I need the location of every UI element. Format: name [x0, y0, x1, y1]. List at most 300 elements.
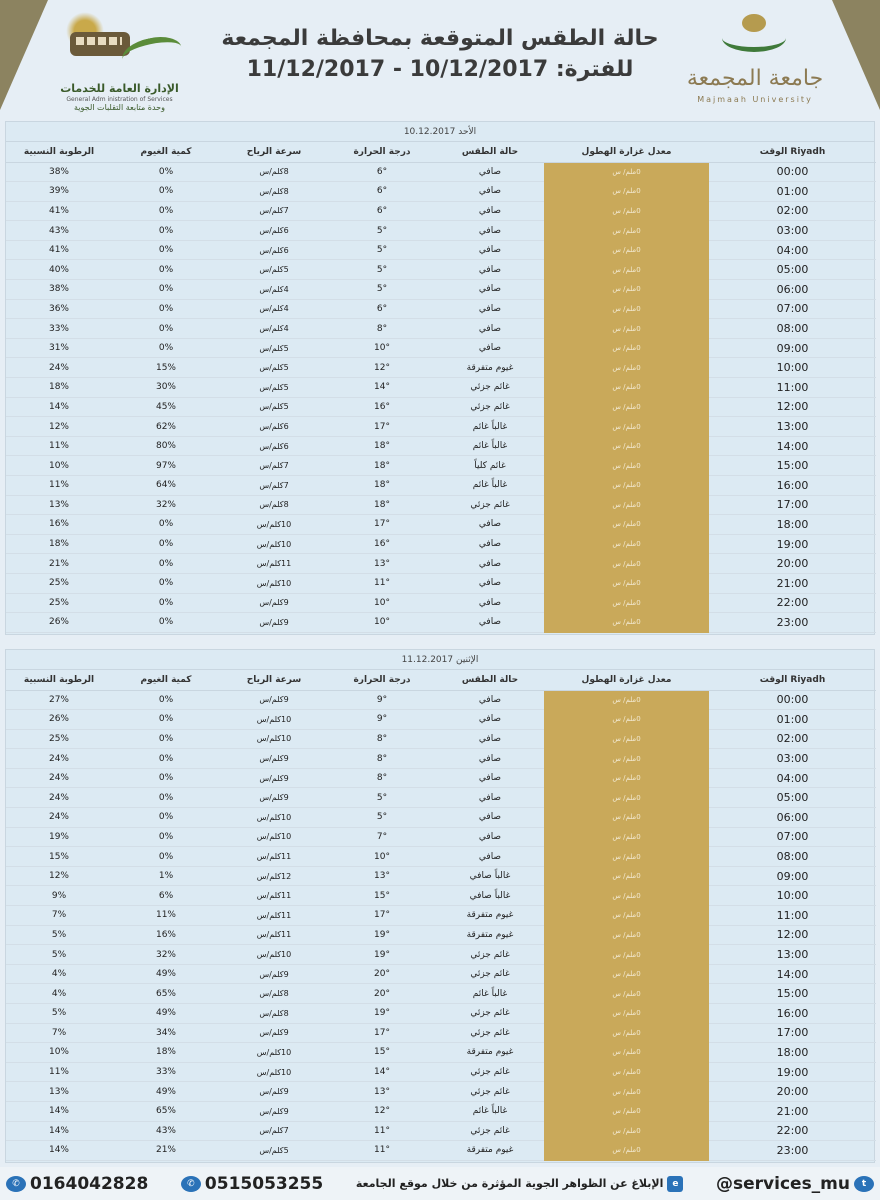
bus-icon [70, 32, 130, 56]
table-row [6, 1101, 876, 1121]
humidity-cell: 25% [6, 593, 112, 613]
temp-cell: 6° [328, 182, 436, 202]
visibility-cell: 0ملم/ س [544, 788, 709, 808]
wind-cell: 9كلم/س [220, 613, 328, 633]
humidity-cell: 4% [6, 984, 112, 1004]
report-item[interactable] [356, 1176, 684, 1192]
weather-cell: غيوم متفرقة [436, 925, 544, 945]
wind-cell: 9كلم/س [220, 690, 328, 710]
visibility-cell: 0ملم/ س [544, 808, 709, 828]
clouds-cell: 62% [112, 417, 220, 437]
clouds-cell: 49% [112, 964, 220, 984]
time-cell: 01:00 [709, 182, 876, 202]
clouds-cell: 64% [112, 476, 220, 496]
wind-cell: 5كلم/س [220, 1141, 328, 1161]
humidity-cell: 5% [6, 925, 112, 945]
wind-cell: 5كلم/س [220, 358, 328, 378]
humidity-cell: 38% [6, 280, 112, 300]
time-cell: 23:00 [709, 613, 876, 633]
table-row [6, 1121, 876, 1141]
time-cell: 00:00 [709, 162, 876, 182]
visibility-cell: 0ملم/ س [544, 1023, 709, 1043]
table-row [6, 808, 876, 828]
wind-cell: 10كلم/س [220, 515, 328, 535]
table-row [6, 534, 876, 554]
day2-table [6, 670, 876, 1161]
clouds-cell: 0% [112, 182, 220, 202]
humidity-cell: 18% [6, 534, 112, 554]
wind-cell: 11كلم/س [220, 554, 328, 574]
wind-cell: 6كلم/س [220, 436, 328, 456]
wind-cell: 10كلم/س [220, 1043, 328, 1063]
humidity-cell: 7% [6, 1023, 112, 1043]
humidity-cell: 40% [6, 260, 112, 280]
table-row [6, 906, 876, 926]
temp-cell: 18° [328, 476, 436, 496]
clouds-cell: 0% [112, 554, 220, 574]
clouds-cell: 33% [112, 1062, 220, 1082]
time-cell: 05:00 [709, 788, 876, 808]
day1-table [6, 142, 876, 633]
day2-section [5, 649, 875, 1163]
logo-line1: الإدارة العامة للخدمات [60, 82, 179, 95]
table-row [6, 925, 876, 945]
phone1-item[interactable] [6, 1174, 148, 1194]
wind-cell: 11كلم/س [220, 886, 328, 906]
temp-cell: 20° [328, 984, 436, 1004]
weather-cell: غالباً غائم [436, 1101, 544, 1121]
humidity-cell: 14% [6, 1121, 112, 1141]
humidity-cell: 11% [6, 436, 112, 456]
time-cell: 22:00 [709, 1121, 876, 1141]
wind-cell: 8كلم/س [220, 495, 328, 515]
weather-cell: صافي [436, 729, 544, 749]
weather-cell: غيوم متفرقة [436, 358, 544, 378]
logo-line3: وحدة متابعة التقلبات الجوية [74, 103, 165, 112]
temp-cell: 16° [328, 397, 436, 417]
visibility-cell: 0ملم/ س [544, 476, 709, 496]
weather-cell: غائم جزئي [436, 1121, 544, 1141]
weather-cell: صافي [436, 319, 544, 339]
humidity-cell: 12% [6, 417, 112, 437]
visibility-cell: 0ملم/ س [544, 182, 709, 202]
page-header [0, 0, 880, 118]
temp-cell: 10° [328, 847, 436, 867]
humidity-cell: 26% [6, 613, 112, 633]
temp-cell: 8° [328, 319, 436, 339]
phone2-number: 0515053255 [204, 1173, 324, 1194]
clouds-cell: 0% [112, 201, 220, 221]
temp-cell: 17° [328, 515, 436, 535]
col-temp: درجة الحرارة [328, 142, 436, 162]
temp-cell: 6° [328, 299, 436, 319]
wind-cell: 6كلم/س [220, 240, 328, 260]
humidity-cell: 24% [6, 358, 112, 378]
time-cell: 02:00 [709, 201, 876, 221]
time-cell: 12:00 [709, 397, 876, 417]
clouds-cell: 65% [112, 984, 220, 1004]
wind-cell: 8كلم/س [220, 1004, 328, 1024]
wind-cell: 10كلم/س [220, 729, 328, 749]
time-cell: 15:00 [709, 984, 876, 1004]
time-cell: 02:00 [709, 729, 876, 749]
humidity-cell: 43% [6, 221, 112, 241]
table-row [6, 436, 876, 456]
time-cell: 13:00 [709, 945, 876, 965]
table-row [6, 1062, 876, 1082]
humidity-cell: 39% [6, 182, 112, 202]
weather-cell: غالباً غائم [436, 417, 544, 437]
visibility-cell: 0ملم/ س [544, 436, 709, 456]
table-row [6, 495, 876, 515]
table-row [6, 260, 876, 280]
temp-cell: 12° [328, 1101, 436, 1121]
table-row [6, 768, 876, 788]
weather-cell: صافي [436, 749, 544, 769]
visibility-cell: 0ملم/ س [544, 964, 709, 984]
wind-cell: 9كلم/س [220, 1023, 328, 1043]
humidity-cell: 12% [6, 866, 112, 886]
time-cell: 18:00 [709, 1043, 876, 1063]
weather-cell: صافي [436, 240, 544, 260]
time-cell: 11:00 [709, 906, 876, 926]
wind-cell: 11كلم/س [220, 847, 328, 867]
wind-cell: 9كلم/س [220, 1082, 328, 1102]
wind-cell: 7كلم/س [220, 201, 328, 221]
table-row [6, 515, 876, 535]
wind-cell: 4كلم/س [220, 319, 328, 339]
time-cell: 21:00 [709, 1101, 876, 1121]
visibility-cell: 0ملم/ س [544, 886, 709, 906]
humidity-cell: 27% [6, 690, 112, 710]
weather-cell: صافي [436, 788, 544, 808]
time-cell: 23:00 [709, 1141, 876, 1161]
table-row [6, 456, 876, 476]
clouds-cell: 49% [112, 1004, 220, 1024]
time-cell: 15:00 [709, 456, 876, 476]
wind-cell: 4كلم/س [220, 299, 328, 319]
table-header-row [6, 142, 876, 162]
humidity-cell: 10% [6, 456, 112, 476]
visibility-cell: 0ملم/ س [544, 613, 709, 633]
wind-cell: 10كلم/س [220, 573, 328, 593]
humidity-cell: 31% [6, 338, 112, 358]
humidity-cell: 5% [6, 1004, 112, 1024]
visibility-cell: 0ملم/ س [544, 1082, 709, 1102]
humidity-cell: 25% [6, 573, 112, 593]
weather-cell: غالباً غائم [436, 984, 544, 1004]
university-name-en: Majmaah University [697, 95, 813, 104]
clouds-cell: 0% [112, 162, 220, 182]
col-wind: سرعة الرياح [220, 670, 328, 690]
table-row [6, 886, 876, 906]
clouds-cell: 65% [112, 1101, 220, 1121]
weather-cell: غائم جزئي [436, 397, 544, 417]
table-row [6, 847, 876, 867]
visibility-cell: 0ملم/ س [544, 1121, 709, 1141]
humidity-cell: 36% [6, 299, 112, 319]
wind-cell: 10كلم/س [220, 945, 328, 965]
clouds-cell: 0% [112, 768, 220, 788]
wind-cell: 10كلم/س [220, 710, 328, 730]
table-row [6, 593, 876, 613]
period-separator: - [392, 57, 402, 82]
weather-cell: صافي [436, 827, 544, 847]
temp-cell: 6° [328, 201, 436, 221]
wind-cell: 11كلم/س [220, 925, 328, 945]
weather-cell: صافي [436, 260, 544, 280]
table-row [6, 984, 876, 1004]
visibility-cell: 0ملم/ س [544, 554, 709, 574]
weather-cell: صافي [436, 593, 544, 613]
time-cell: 21:00 [709, 573, 876, 593]
weather-cell: صافي [436, 768, 544, 788]
table-row [6, 788, 876, 808]
temp-cell: 15° [328, 1043, 436, 1063]
table-row [6, 319, 876, 339]
wind-cell: 9كلم/س [220, 749, 328, 769]
temp-cell: 17° [328, 417, 436, 437]
table-row [6, 964, 876, 984]
temp-cell: 5° [328, 280, 436, 300]
table-row [6, 1023, 876, 1043]
time-cell: 16:00 [709, 476, 876, 496]
weather-cell: صافي [436, 613, 544, 633]
visibility-cell: 0ملم/ س [544, 690, 709, 710]
time-cell: 07:00 [709, 299, 876, 319]
wind-cell: 6كلم/س [220, 417, 328, 437]
table-row [6, 1004, 876, 1024]
wind-cell: 10كلم/س [220, 827, 328, 847]
table-row [6, 1141, 876, 1161]
clouds-cell: 43% [112, 1121, 220, 1141]
visibility-cell: 0ملم/ س [544, 945, 709, 965]
visibility-cell: 0ملم/ س [544, 768, 709, 788]
visibility-cell: 0ملم/ س [544, 534, 709, 554]
wind-cell: 10كلم/س [220, 1062, 328, 1082]
wind-cell: 10كلم/س [220, 534, 328, 554]
wind-cell: 10كلم/س [220, 808, 328, 828]
clouds-cell: 18% [112, 1043, 220, 1063]
time-cell: 12:00 [709, 925, 876, 945]
period-to: 11/12/2017 [246, 57, 386, 82]
table-row [6, 749, 876, 769]
table-row [6, 729, 876, 749]
time-cell: 00:00 [709, 690, 876, 710]
temp-cell: 16° [328, 534, 436, 554]
weather-cell: صافي [436, 201, 544, 221]
time-cell: 06:00 [709, 280, 876, 300]
visibility-cell: 0ملم/ س [544, 925, 709, 945]
visibility-cell: 0ملم/ س [544, 1062, 709, 1082]
table-row [6, 866, 876, 886]
visibility-cell: 0ملم/ س [544, 240, 709, 260]
clouds-cell: 6% [112, 886, 220, 906]
table-row [6, 338, 876, 358]
time-cell: 20:00 [709, 554, 876, 574]
web-icon: e [667, 1176, 683, 1192]
visibility-cell: 0ملم/ س [544, 1043, 709, 1063]
weather-cell: غالباً صافي [436, 886, 544, 906]
visibility-cell: 0ملم/ س [544, 866, 709, 886]
time-cell: 16:00 [709, 1004, 876, 1024]
humidity-cell: 24% [6, 808, 112, 828]
clouds-cell: 0% [112, 593, 220, 613]
visibility-cell: 0ملم/ س [544, 338, 709, 358]
clouds-cell: 0% [112, 319, 220, 339]
clouds-cell: 1% [112, 866, 220, 886]
col-temp: درجة الحرارة [328, 670, 436, 690]
humidity-cell: 16% [6, 515, 112, 535]
weather-cell: غائم جزئي [436, 964, 544, 984]
visibility-cell: 0ملم/ س [544, 495, 709, 515]
weather-cell: غائم جزئي [436, 1023, 544, 1043]
temp-cell: 8° [328, 729, 436, 749]
wind-cell: 9كلم/س [220, 768, 328, 788]
weather-cell: صافي [436, 690, 544, 710]
page-title: حالة الطقس المتوقعة بمحافظة المجمعة [221, 26, 659, 51]
col-weather: حالة الطقس [436, 142, 544, 162]
book-icon [722, 24, 786, 52]
time-cell: 09:00 [709, 866, 876, 886]
humidity-cell: 14% [6, 1141, 112, 1161]
table-row [6, 827, 876, 847]
clouds-cell: 0% [112, 299, 220, 319]
twitter-handle: @services_mu [716, 1173, 850, 1194]
wind-cell: 7كلم/س [220, 1121, 328, 1141]
humidity-cell: 21% [6, 554, 112, 574]
weather-cell: صافي [436, 573, 544, 593]
col-time: Riyadh الوقت [709, 670, 876, 690]
temp-cell: 5° [328, 260, 436, 280]
clouds-cell: 0% [112, 847, 220, 867]
temp-cell: 14° [328, 378, 436, 398]
clouds-cell: 0% [112, 280, 220, 300]
table-row [6, 690, 876, 710]
time-cell: 10:00 [709, 358, 876, 378]
temp-cell: 5° [328, 240, 436, 260]
phone1-number: 0164042828 [30, 1173, 149, 1194]
table-row [6, 378, 876, 398]
temp-cell: 18° [328, 456, 436, 476]
weather-cell: غيوم متفرقة [436, 1043, 544, 1063]
visibility-cell: 0ملم/ س [544, 201, 709, 221]
temp-cell: 9° [328, 690, 436, 710]
humidity-cell: 19% [6, 827, 112, 847]
weather-cell: صافي [436, 534, 544, 554]
visibility-cell: 0ملم/ س [544, 984, 709, 1004]
wind-cell: 9كلم/س [220, 593, 328, 613]
university-name-ar: جامعة المجمعة [686, 66, 824, 91]
clouds-cell: 49% [112, 1082, 220, 1102]
temp-cell: 11° [328, 1121, 436, 1141]
time-cell: 08:00 [709, 319, 876, 339]
time-cell: 04:00 [709, 240, 876, 260]
weather-cell: صافي [436, 515, 544, 535]
time-cell: 17:00 [709, 495, 876, 515]
weather-cell: غيوم متفرقة [436, 906, 544, 926]
wind-cell: 7كلم/س [220, 476, 328, 496]
wind-cell: 4كلم/س [220, 280, 328, 300]
clouds-cell: 0% [112, 573, 220, 593]
visibility-cell: 0ملم/ س [544, 280, 709, 300]
time-cell: 19:00 [709, 1062, 876, 1082]
wind-cell: 7كلم/س [220, 456, 328, 476]
table-row [6, 613, 876, 633]
temp-cell: 10° [328, 338, 436, 358]
weather-cell: صافي [436, 182, 544, 202]
humidity-cell: 13% [6, 1082, 112, 1102]
time-cell: 03:00 [709, 749, 876, 769]
temp-cell: 20° [328, 964, 436, 984]
temp-cell: 5° [328, 788, 436, 808]
time-cell: 13:00 [709, 417, 876, 437]
visibility-cell: 0ملم/ س [544, 906, 709, 926]
time-cell: 20:00 [709, 1082, 876, 1102]
time-cell: 11:00 [709, 378, 876, 398]
report-text: الإبلاغ عن الظواهر الجوية المؤثرة من خلال موقع الجامعة [355, 1177, 664, 1190]
table-row [6, 182, 876, 202]
table-header-row [6, 670, 876, 690]
table-row [6, 1043, 876, 1063]
clouds-cell: 0% [112, 613, 220, 633]
temp-cell: 5° [328, 221, 436, 241]
table-row [6, 710, 876, 730]
table-row [6, 201, 876, 221]
clouds-cell: 0% [112, 338, 220, 358]
col-time: Riyadh الوقت [709, 142, 876, 162]
weather-cell: صافي [436, 808, 544, 828]
humidity-cell: 15% [6, 847, 112, 867]
weather-cell: صافي [436, 847, 544, 867]
clouds-cell: 16% [112, 925, 220, 945]
humidity-cell: 14% [6, 1101, 112, 1121]
temp-cell: 12° [328, 358, 436, 378]
table-row [6, 221, 876, 241]
logo-line2: General Adm inistration of Services [66, 96, 173, 103]
humidity-cell: 10% [6, 1043, 112, 1063]
twitter-item[interactable] [716, 1174, 874, 1194]
col-weather: حالة الطقس [436, 670, 544, 690]
visibility-cell: 0ملم/ س [544, 710, 709, 730]
humidity-cell: 41% [6, 240, 112, 260]
temp-cell: 9° [328, 710, 436, 730]
clouds-cell: 0% [112, 515, 220, 535]
table-row [6, 573, 876, 593]
weather-cell: صافي [436, 299, 544, 319]
period-label: للفترة: [555, 57, 634, 82]
temp-cell: 15° [328, 886, 436, 906]
table-row [6, 358, 876, 378]
whatsapp-icon: ✆ [181, 1176, 201, 1192]
visibility-cell: 0ملم/ س [544, 378, 709, 398]
clouds-cell: 0% [112, 808, 220, 828]
phone2-item[interactable] [181, 1174, 323, 1194]
clouds-cell: 34% [112, 1023, 220, 1043]
temp-cell: 17° [328, 1023, 436, 1043]
humidity-cell: 9% [6, 886, 112, 906]
temp-cell: 13° [328, 554, 436, 574]
table-row [6, 162, 876, 182]
clouds-cell: 0% [112, 690, 220, 710]
time-cell: 14:00 [709, 436, 876, 456]
weather-cell: صافي [436, 710, 544, 730]
weather-cell: غائم جزئي [436, 378, 544, 398]
wind-cell: 9كلم/س [220, 788, 328, 808]
weather-cell: غائم جزئي [436, 945, 544, 965]
humidity-cell: 41% [6, 201, 112, 221]
wind-cell: 11كلم/س [220, 906, 328, 926]
